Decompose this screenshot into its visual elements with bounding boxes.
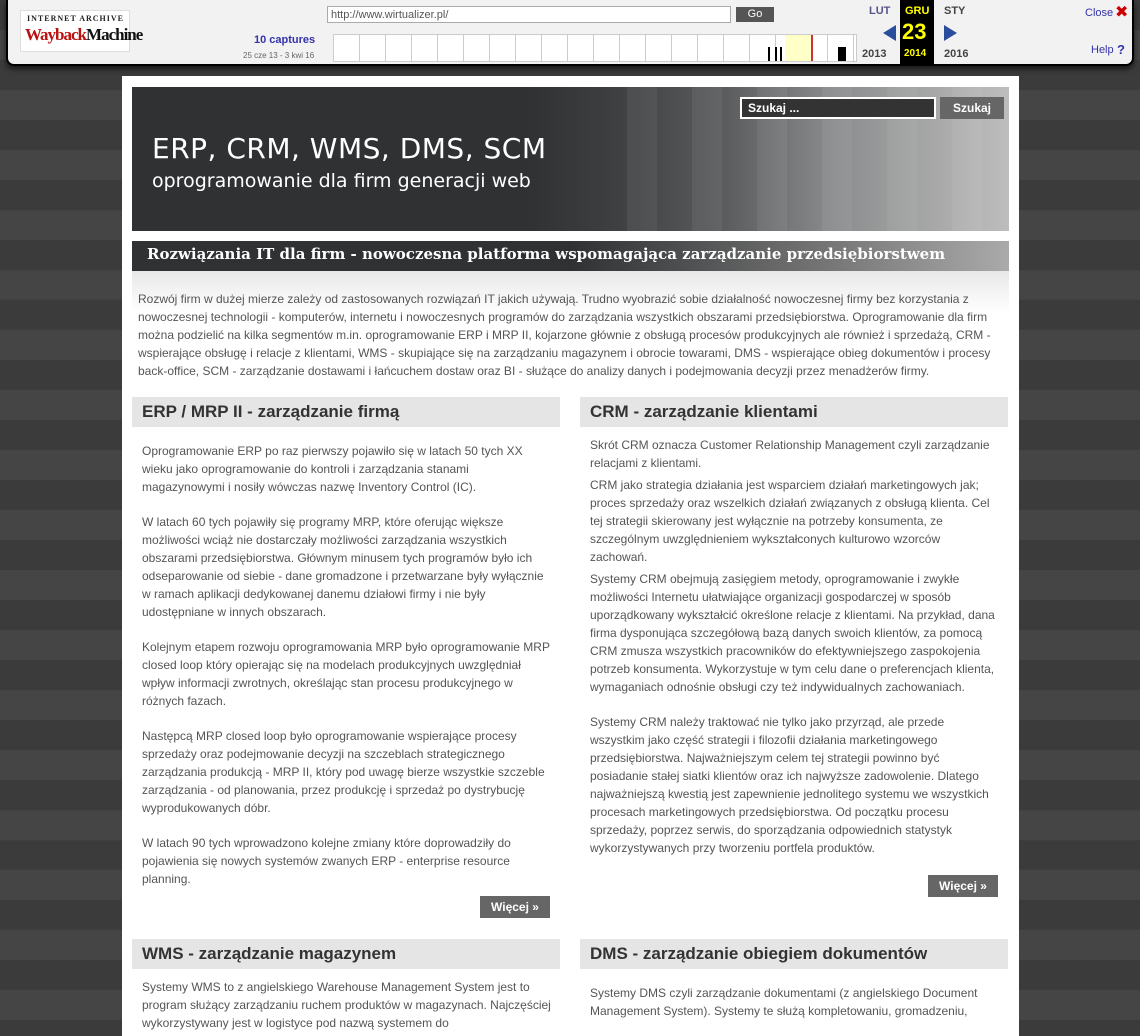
sparkline-bar: [768, 47, 770, 61]
wms-paragraph: Systemy WMS to z angielskiego Warehouse Management System jest to program służący zarządzaniu ruchem produktów w magazynach. Najczęściej wykorzystywany jest w logistyce pod nazwą systemem do: [142, 980, 551, 1030]
sparkline-bar: [775, 47, 777, 61]
close-icon[interactable]: ✖: [1115, 4, 1129, 21]
wms-section-heading: WMS - zarządzanie magazynem: [132, 939, 560, 969]
hero-header: [132, 87, 1009, 231]
sparkline-current-year-highlight: [785, 35, 811, 61]
hero-stripe: [692, 87, 722, 231]
crm-section-heading: CRM - zarządzanie klientami: [580, 397, 1008, 427]
sparkline-bar: [838, 47, 846, 61]
hero-stripe: [627, 87, 657, 231]
wms-section-body: [142, 978, 552, 1032]
current-month-label: GRU: [905, 5, 930, 17]
crm-paragraph: Skrót CRM oznacza Customer Relationship Management czyli zarządzanie relacjami z klientami.: [590, 438, 990, 470]
erp-paragraph: Następcą MRP closed loop było oprogramowanie wspierające procesy sprzedaży oraz podejmowanie decyzji na szczeblach strategicznego zarządzania produkcją - MRP II, który pod uwagę bierze wszystkie szczeble zarządzania - od planowania, przez produkcję i sprzedaż po dystrybucję wyprodukowanych dóbr.: [142, 729, 545, 815]
help-link[interactable]: Help: [1091, 44, 1114, 56]
erp-paragraph: Oprogramowanie ERP po raz pierwszy pojawiło się w latach 50 tych XX wieku jako oprogramowanie do kontroli i zarządzania stanami magazynowymi i nosiły wówczas nazwę Inventory Control (IC).: [142, 444, 523, 494]
captures-link[interactable]: 10 captures: [254, 34, 316, 46]
intro-paragraph: Rozwój firm w dużej mierze zależy od zastosowanych rozwiązań IT jakich używają. Trudno wyobrazić sobie działalność nowoczesnej firmy bez korzystania z nowoczesnej technologii - komputerów, internetu i nowoczesnych programów do zarządzania wszystkich obszarami przedsiębiorstwa. Oprogramowanie dla firm można podzielić na kilka segmentów m.in. oprogramowanie ERP i MRP II, kojarzone głównie z obsługą procesów produkcyjnych ale również i sprzedażą, CRM - wspierające obsługę i relacje z klientami, WMS - skupiające się na zarządzaniu magazynem i obrocie towarami, DMS - wspierające obieg dokumentów i procesy back-office, SCM - zarządzanie dostawami i łańcuchem dostaw oraz BI - służące do analizy danych i podejmowania decyzji przez menadżerów firmy.: [138, 292, 991, 378]
wayback-url-input[interactable]: [327, 6, 731, 23]
sparkline-current-marker: [811, 35, 813, 61]
erp-paragraph: Kolejnym etapem rozwoju oprogramowania MRP było oprogramowanie MRP closed loop który opierając się na modelach produkcyjnych uwzględniał wpływ informacji zwrotnych, określając stan procesu produkcyjnego w różnych fazach.: [142, 640, 550, 708]
crm-more-button[interactable]: Więcej »: [928, 875, 998, 897]
logo-wayback-machine-text: WaybackMachine: [25, 25, 143, 44]
next-month-label: STY: [944, 5, 966, 17]
next-year-label[interactable]: 2016: [944, 48, 969, 60]
hero-title: ERP, CRM, WMS, DMS, SCM: [152, 132, 547, 165]
crm-paragraph: CRM jako strategia działania jest wsparciem działań marketingowych jak; proces sprzedaży oraz wszelkich działań związanych z obsługą klienta. Cel tej strategii skierowany jest wyłącznie na potrzeby konsumenta, ze szczególnym uwzględnieniem wykształconych kulturowo wzorców zachowań.: [590, 478, 990, 564]
wayback-toolbar: [6, 0, 1134, 66]
search-button[interactable]: Szukaj: [940, 97, 1004, 119]
tagline-banner: [132, 241, 1009, 271]
wayback-logo[interactable]: [20, 10, 143, 52]
current-day: 23: [902, 19, 927, 44]
prev-month-label[interactable]: LUT: [869, 5, 891, 17]
erp-paragraph: W latach 90 tych wprowadzono kolejne zmiany które doprowadziły do pojawienia się nowych systemów zwanych ERP - enterprise resource planning.: [142, 836, 511, 886]
close-link[interactable]: Close: [1085, 7, 1114, 19]
sparkline-bar: [780, 47, 782, 61]
hero-subtitle: oprogramowanie dla firm generacji web: [152, 170, 531, 192]
captures-date-range: 25 cze 13 - 3 kwi 16: [243, 51, 315, 60]
next-capture-arrow-icon[interactable]: [944, 25, 957, 41]
prev-capture-arrow-icon[interactable]: [883, 25, 896, 41]
crm-paragraph: Systemy CRM obejmują zasięgiem metody, oprogramowanie i zwykłe możliwości Internetu ułatwiające organizacji gospodarczej w sposób uporządkowany wykształcić określone relacje z klientami. Na przykład, dana firma dysponująca szczegółową bazą danych swoich klientów, za pomocą CRM zmusza wszystkich pracowników do efektywniejszego zaspokojenia potrzeb konsumenta. Wykorzystuje w tym celu dane o preferencjach klienta, wymaganiach odnośnie obsługi czy też indywidualnych zachowaniach.: [590, 572, 995, 694]
tagline-text: Rozwiązania IT dla firm - nowoczesna platforma wspomagająca zarządzanie przedsiębiorstwem: [147, 245, 946, 263]
crm-paragraph: Systemy CRM należy traktować nie tylko jako przyrząd, ale przede wszystkim jako część strategii i filozofii działania marketingowego przedsiębiorstwa. Najważniejszym celem tej strategii powinno być posiadanie stałej siatki klientów oraz ich najwyższe zadowolenie. Dlatego najważniejszą kwestią jest zapewnienie jednolitego systemu we wszystkich procesach marketingowych przedsiębiorstwa. Od początku procesu sprzedaży, poprzez serwis, do sporządzania odpowiednich statystyk wykorzystywanych przy tworzeniu portfela produktów.: [590, 715, 989, 855]
crm-section-body: [590, 436, 1000, 857]
month-navigator: [858, 0, 988, 64]
go-button[interactable]: Go: [736, 7, 774, 22]
dms-section-heading: DMS - zarządzanie obiegiem dokumentów: [580, 939, 1008, 969]
erp-section-body: [142, 442, 552, 888]
dms-paragraph: Systemy DMS czyli zarządzanie dokumentami (z angielskiego Document Management System). Systemy te służą kompletowaniu, gromadzeniu,: [590, 986, 978, 1018]
search-input[interactable]: [740, 97, 936, 119]
help-icon[interactable]: ?: [1117, 42, 1125, 57]
erp-paragraph: W latach 60 tych pojawiły się programy MRP, które oferując większe możliwości wciąż nie dostarczały możliwości zarządzania wszystkich obszarami przedsiębiorstwa. Głównym minusem tych programów było ich odseparowanie od siebie - dane gromadzone i przetwarzane były wyłącznie w ramach aplikacji dedykowanej danemu działowi firmy i nie były udostępniane w innych obszarach.: [142, 515, 544, 619]
current-year-label: 2014: [904, 48, 927, 59]
erp-section-heading: ERP / MRP II - zarządzanie firmą: [132, 397, 560, 427]
dms-section-body: [590, 984, 1000, 1020]
erp-more-button[interactable]: Więcej »: [480, 896, 550, 918]
page-container: [122, 76, 1019, 1036]
logo-internet-archive-text: INTERNET ARCHIVE: [27, 14, 124, 23]
capture-sparkline[interactable]: [333, 34, 857, 62]
prev-year-label[interactable]: 2013: [862, 48, 887, 60]
